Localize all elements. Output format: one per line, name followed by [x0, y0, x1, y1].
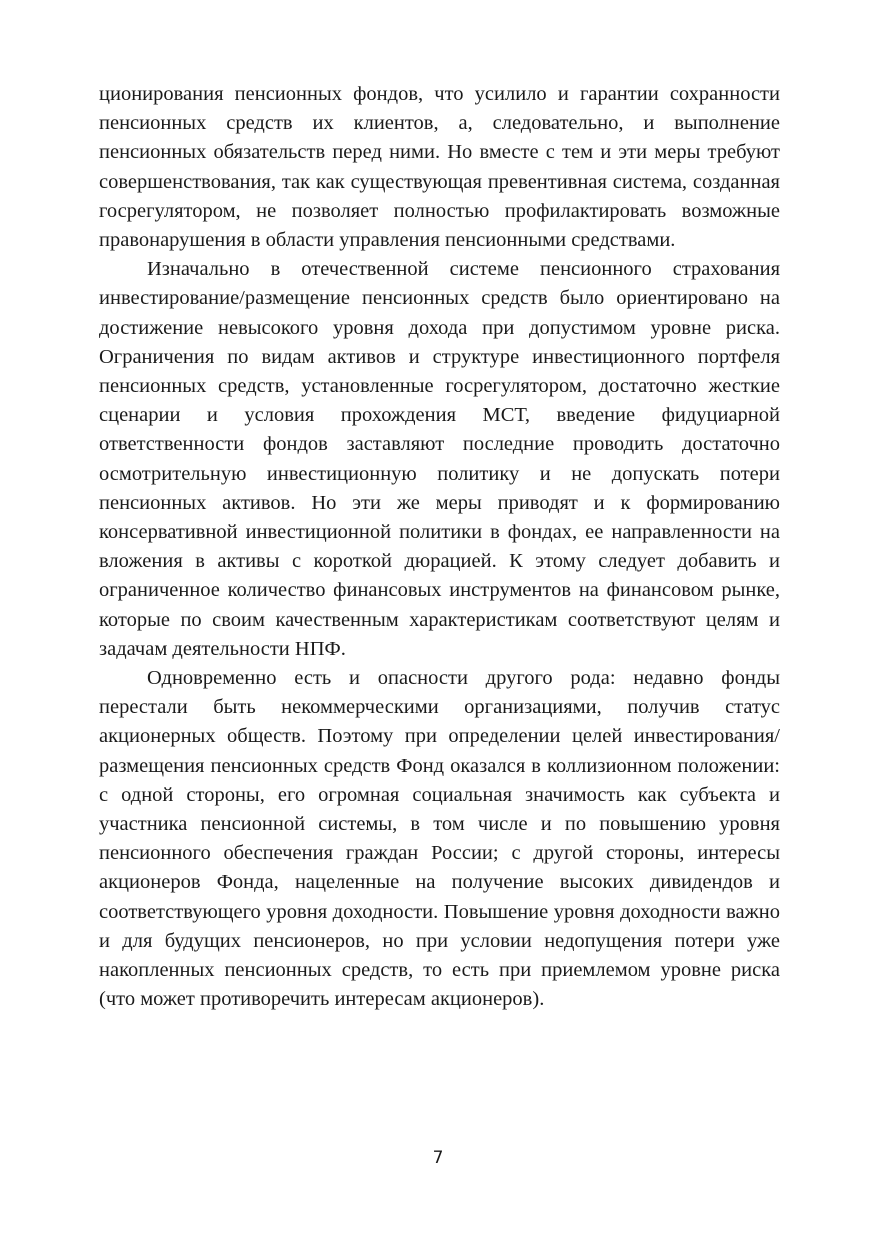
paragraph-continuation: ционирования пенсионных фондов, что усилило и гарантии сохранности пенсионных средств их клиентов, а, следовательно, и выполнение пенсионных обязательств перед ними. Но вместе с тем и эти меры требуют совершенствования, так как существующая превентивная система, созданная госрегулятором, не позволяет полностью профилактировать возможные правонарушения в области управления пенсионными средствами. [99, 83, 780, 252]
paragraph-investment-policy: Изначально в отечественной системе пенсионного страхования инвестирование/размещение пенсионных средств было ориентировано на достижение невысокого уровня дохода при допустимом уровне риска. Ограничения по видам активов и структуре инвестиционного портфеля пенсионных средств, установленные госрегулятором, достаточно жесткие сценарии и условия прохождения МСТ, введение фидуциарной ответственности фондов заставляют последние проводить достаточно осмотрительную инвестиционную политику и не допускать потери пенсионных активов. Но эти же меры приводят и к формированию консервативной инвестиционной политики в фондах, ее направленности на вложения в активы с короткой дюрацией. К этому следует добавить и ограниченное количество финансовых инструментов на финансовом рынке, которые по своим качественным характеристикам соответствуют целям и задачам деятельности НПФ. [99, 258, 780, 660]
paragraph-shareholder-conflict: Одновременно есть и опасности другого рода: недавно фонды перестали быть некоммерческими организациями, получив статус акционерных обществ. Поэтому при определении целей инвестирования/размещения пенсионных средств Фонд оказался в коллизионном положении: с одной стороны, его огромная социальная значимость как субъекта и участника пенсионной системы, в том числе и по повышению уровня пенсионного обеспечения граждан России; с другой стороны, интересы акционеров Фонда, нацеленные на получение высоких дивидендов и соответствующего уровня доходности. Повышение уровня доходности важно и для будущих пенсионеров, но при условии недопущения потери уже накопленных пенсионных средств, то есть при приемлемом уровне риска (что может противоречить интересам акционеров). [99, 667, 780, 1011]
page-number: 7 [432, 1148, 444, 1168]
page-body [99, 80, 780, 1015]
